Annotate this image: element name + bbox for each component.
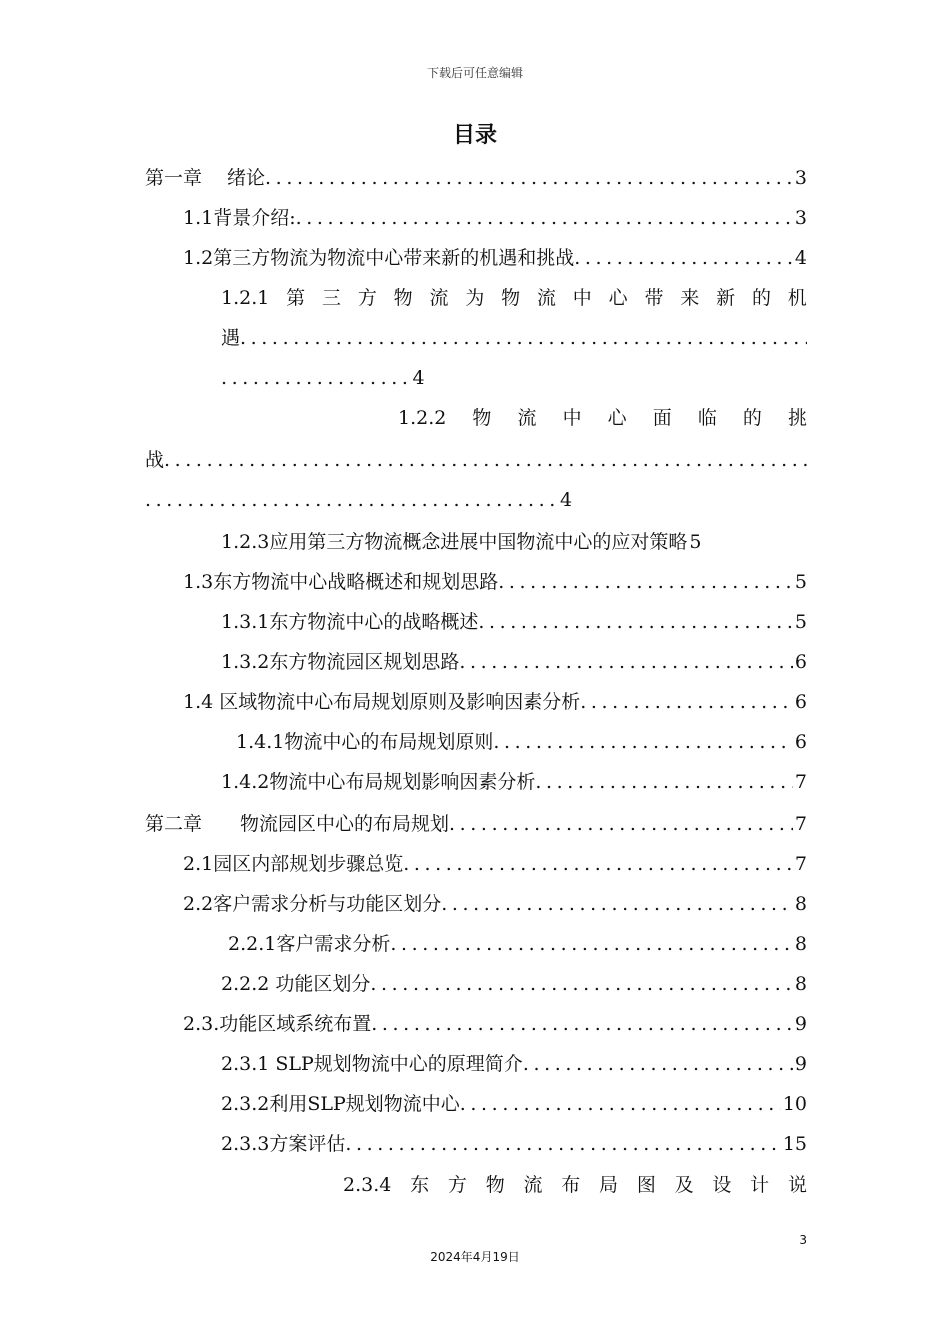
toc-entry[interactable]: 2.3.2利用SLP规划物流中心 ..... 10 bbox=[221, 1084, 807, 1124]
toc-entry-1-2-2-line3[interactable]: .......................................4 bbox=[145, 489, 573, 511]
toc-entry[interactable]: 2.3.3方案评估 ..... 15 bbox=[221, 1124, 807, 1164]
page-title: 目录 bbox=[452, 123, 497, 148]
toc-entry[interactable]: 1.4.2物流中心布局规划影响因素分析 ..... 7 bbox=[221, 762, 807, 802]
toc-entry[interactable]: 2.1园区内部规划步骤总览 ..... 7 bbox=[183, 844, 807, 884]
toc-entry[interactable]: 2.3.功能区域系统布置 ..... 9 bbox=[183, 1004, 807, 1044]
toc-entry[interactable]: 1.3东方物流中心战略概述和规划思路 ..... 5 bbox=[183, 562, 807, 602]
toc-entry[interactable]: 1.2.3应用第三方物流概念进展中国物流中心的应对策略 5 bbox=[221, 531, 702, 553]
toc-entry[interactable]: 1.3.2东方物流园区规划思路 ..... 6 bbox=[221, 642, 807, 682]
toc-entry[interactable]: 1.4 区域物流中心布局规划原则及影响因素分析 ..... 6 bbox=[183, 682, 807, 722]
toc-entry[interactable]: 1.1背景介绍: ..... 3 bbox=[183, 198, 807, 238]
toc-entry[interactable]: 2.2.1客户需求分析 ..... 8 bbox=[228, 924, 807, 964]
toc-entry[interactable]: 2.2.2 功能区划分 ..... 8 bbox=[221, 964, 807, 1004]
toc-entry[interactable]: 1.4.1物流中心的布局规划原则 ..... 6 bbox=[236, 722, 807, 762]
page-number: 3 bbox=[799, 1233, 807, 1247]
toc-entry-2-3-4-line1[interactable]: 2.3.4 东 方 物 流 布 局 图 及 设 计 说 bbox=[343, 1174, 807, 1196]
toc-entry[interactable]: 1.2第三方物流为物流中心带来新的机遇和挑战 ..... 4 bbox=[183, 238, 807, 278]
toc-entry-1-2-1-line1[interactable]: 1.2.1 第 三 方 物 流 为 物 流 中 心 带 来 新 的 机 bbox=[221, 287, 807, 309]
toc-entry-1-2-2-line2[interactable]: 战 ..... bbox=[145, 440, 807, 480]
toc-entry[interactable]: 2.2客户需求分析与功能区划分 ..... 8 bbox=[183, 884, 807, 924]
page-footer-date: 2024年4月19日 bbox=[430, 1250, 520, 1264]
toc-entry-1-2-1-line2[interactable]: 遇 ..... bbox=[221, 318, 807, 358]
toc-entry[interactable]: 1.3.1东方物流中心的战略概述 ..... 5 bbox=[221, 602, 807, 642]
toc-entry[interactable]: 2.3.1 SLP规划物流中心的原理简介 ..... 9 bbox=[221, 1044, 807, 1084]
toc-entry-1-2-2-line1[interactable]: 1.2.2 物 流 中 心 面 临 的 挑 bbox=[398, 407, 807, 429]
page-header: 下载后可任意编辑 bbox=[426, 66, 523, 80]
toc-entry-1-2-1-line3[interactable]: ..................4 bbox=[221, 367, 425, 389]
toc-entry[interactable]: 第二章 物流园区中心的布局规划 ..... 7 bbox=[145, 804, 807, 844]
toc-entry[interactable]: 第一章 绪论 ..... 3 bbox=[145, 158, 807, 198]
